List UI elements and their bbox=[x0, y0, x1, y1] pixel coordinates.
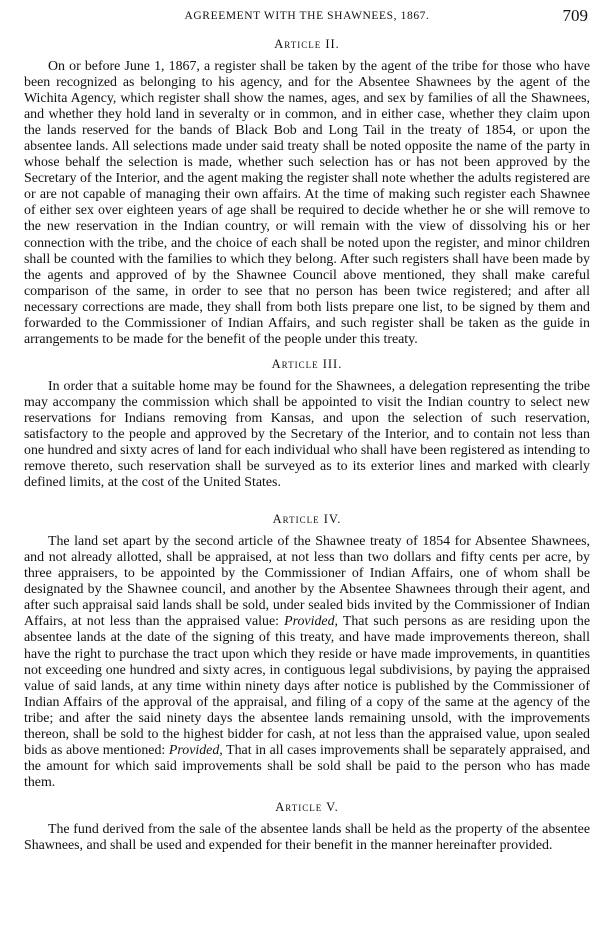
article-4-proviso-1: Provided, bbox=[284, 614, 338, 630]
article-4-proviso-2: Provided, bbox=[168, 742, 223, 758]
article-2 bbox=[24, 36, 590, 348]
article-4-text-3: That in all cases improvements shall be separately appraised, and the amount for which said improvements shall be sold shall be paid to the person who has made them. bbox=[24, 742, 591, 790]
article-3-paragraph bbox=[24, 379, 590, 491]
article-5 bbox=[24, 799, 590, 854]
article-4-text-2: That such persons as are residing upon the absentee lands at the date of the signing of this treaty, and have made improvements thereon, shall have the right to purchase the tract upon which they reside or have made improvements, in quantities not exceeding one hundred and sixty acres, in contiguous legal subdivisions, by paying the appraised value of said lands, at any time within ninety days after notice is published by the Commissioner of Indian Affairs of the approval of the appraisal, and filing of a copy of the same at the agency of the tribe; and after the said ninety days the absentee lands remaining unsold, with the improvements thereon, shall be sold to the highest bidder for cash, at not less than the appraised value, upon sealed bids as above mentioned: bbox=[24, 614, 591, 758]
article-4-paragraph bbox=[24, 534, 590, 791]
article-4 bbox=[24, 511, 590, 791]
article-5-title: Article V. bbox=[275, 799, 339, 814]
article-3-text: In order that a suitable home may be found for the Shawnees, a delegation representing the tribe may accompany the commission which shall be appointed to visit the Indian country to select new reservations for Indians removing from Kansas, and upon the selection of such reservation, satisfactory to the people and approved by the Secretary of the Interior, and to contain not less than one hundred and sixty acres of land for each individual who shall have been registered as intending to remove thereto, such reservation shall be surveyed as to its exterior lines and marked with clearly defined limits, at the cost of the United States. bbox=[24, 378, 590, 491]
article-3 bbox=[24, 356, 590, 491]
running-title: AGREEMENT WITH THE SHAWNEES, 1867. bbox=[184, 10, 430, 22]
article-2-title: Article II. bbox=[274, 37, 340, 51]
article-5-paragraph bbox=[24, 822, 590, 854]
article-3-title: Article III. bbox=[271, 356, 343, 371]
article-5-text: The fund derived from the sale of the absentee lands shall be held as the property of the absentee Shawnees, and shall be used and expended for their benefit in the manner hereinafter provided. bbox=[24, 821, 590, 853]
article-2-paragraph bbox=[24, 59, 590, 348]
article-2-text: On or before June 1, 1867, a register shall be taken by the agent of the tribe for those who have been recognized as belonging to his agency, and for the Absentee Shawnees by the agent of the Wichita Agency, which register shall show the names, ages, and sex by families of all the Shawnees, and whether they hold land in severalty or in common, and in either case, whether they claim upon the lands reserved for the bands of Black Bob and Long Tail in the treaty of 1854, or upon the absentee lands. All selections made under said treaty shall be noted opposite the name of the party in whose behalf the selection is made, whether such selection has or has not been approved by the Secretary of the Interior, and the agent making the register shall note whether the adults registered are or are not capable of managing their own affairs. At the time of making such register each Shawnee of either sex over eighteen years of age shall be required to decide whether he or she will remove to the new reservation in the Indian country, or will remain with the view of dissolving his or her connection with the tribe, and the choice of each shall be noted upon the register, and minor children shall be counted with the families to which they belong. After such registers shall have been made by the agents and approved of by the Shawnee Council above mentioned, they shall make careful comparison of the same, in order to see that no person has been twice registered; and after all necessary corrections are made, they shall from both lists prepare one list, to be signed by them and forwarded to the Commissioner of Indian Affairs, and such register shall be taken as the guide in arrangements to be made for the benefit of the people under this treaty. bbox=[24, 59, 590, 347]
page-number: 709 bbox=[562, 6, 588, 25]
running-head bbox=[24, 6, 590, 28]
article-4-title: Article IV. bbox=[272, 512, 342, 527]
article-4-text-1: The land set apart by the second article of the Shawnee treaty of 1854 for Absentee Shawnees, and not already allotted, shall be appraised, at not less than two dollars and fifty cents per acre, by three appraisers, to be appointed by the Commissioner of Indian Affairs, one of whom shall be designated by the Shawnee council, and another by the Absentee Shawnees through their agent, and after such appraisal said lands shall be sold, under sealed bids invited by the Commissioner of Indian Affairs, at not less than the appraised value: bbox=[24, 534, 590, 630]
